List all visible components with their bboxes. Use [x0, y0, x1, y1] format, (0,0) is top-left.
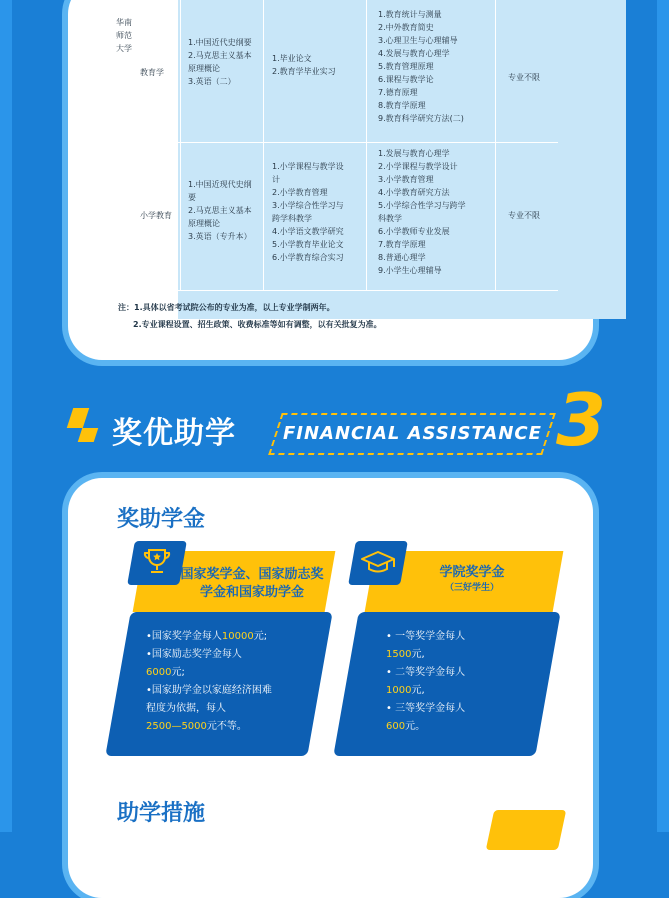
public-courses-cell — [188, 178, 252, 243]
aid-icon-decoration — [486, 810, 567, 850]
core-course-line: 6.小学教师专业发展 — [378, 227, 450, 236]
requirement-cell: 专业不限 — [508, 211, 540, 220]
right-stripe — [657, 0, 669, 832]
core-course-line: 9.教育科学研究方法(二) — [378, 114, 464, 123]
core-course-line: 科教学 — [378, 214, 402, 223]
public-course-line: 原理概论 — [188, 219, 220, 228]
panel-title-line: 国家奖学金、国家励志奖 — [180, 567, 324, 582]
panel-subtitle: （三好学生） — [444, 583, 499, 593]
note-line: 2.专业课程设置、招生政策、收费标准等如有调整，以有关批复为准。 — [133, 320, 382, 329]
practice-cell — [272, 52, 336, 78]
list-text: • 二等奖学金每人 — [386, 667, 466, 678]
left-stripe — [0, 0, 12, 832]
core-courses-cell — [378, 147, 466, 277]
university-cell: 华南 师范 大学 — [116, 18, 132, 53]
list-text: 元; — [171, 667, 185, 678]
title-slash-icon — [78, 428, 99, 442]
list-item — [146, 628, 286, 646]
section-number: 3 — [556, 378, 607, 462]
amount-value: 1000 — [386, 685, 412, 696]
table-note — [118, 299, 382, 333]
amount-value: 2500—5000 — [146, 721, 207, 732]
major-cell: 小学教育 — [140, 211, 172, 220]
list-item — [386, 628, 526, 646]
public-course-line: 原理概论 — [188, 64, 220, 73]
amount-value: 6000 — [146, 667, 172, 678]
section-title: 奖优助学 — [112, 416, 236, 451]
list-item — [386, 646, 526, 664]
core-course-line: 2.中外教育简史 — [378, 23, 434, 32]
table-divider — [110, 290, 558, 291]
core-course-line: 4.小学教育研究方法 — [378, 188, 450, 197]
list-text: • 一等奖学金每人 — [386, 631, 466, 642]
scholarship-heading: 奖助学金 — [117, 507, 206, 532]
note-line: 注：1.具体以省考试院公布的专业为准，以上专业学制两年。 — [118, 303, 335, 312]
list-text: 元不等。 — [206, 721, 247, 732]
public-course-line: 3.英语（专升本） — [188, 232, 252, 241]
table-divider — [135, 142, 558, 143]
title-slash-icon — [67, 408, 89, 428]
core-course-line: 5.小学综合性学习与跨学 — [378, 201, 466, 210]
core-course-line: 1.教育统计与测量 — [378, 10, 442, 19]
core-course-line: 7.教育学原理 — [378, 240, 426, 249]
panel-title-line: 学院奖学金 — [439, 565, 505, 580]
national-list — [146, 628, 286, 736]
practice-line: 计 — [272, 175, 280, 184]
practice-cell — [272, 160, 344, 264]
amount-value: 600 — [386, 721, 406, 732]
table-divider — [366, 0, 367, 290]
practice-line: 3.小学综合性学习与 — [272, 201, 344, 210]
college-icon-box — [348, 541, 408, 585]
list-item — [146, 664, 286, 682]
public-course-line: 1.中国近代史纲要 — [188, 38, 252, 47]
core-course-line: 5.教育管理原理 — [378, 62, 434, 71]
list-item — [386, 664, 526, 682]
aid-heading: 助学措施 — [117, 801, 206, 826]
list-text: 元; — [253, 631, 268, 642]
public-course-line: 2.马克思主义基本 — [188, 206, 252, 215]
graduation-cap-icon — [352, 541, 404, 585]
list-item — [386, 700, 526, 718]
panel-title-line: 学金和国家助学金 — [199, 585, 304, 600]
core-course-line: 9.小学生心理辅导 — [378, 266, 442, 275]
public-courses-cell — [188, 36, 252, 88]
list-item — [146, 700, 286, 718]
practice-line: 2.教育学毕业实习 — [272, 67, 336, 76]
practice-line: 跨学科教学 — [272, 214, 312, 223]
amount-value: 10000 — [221, 631, 254, 642]
list-item — [146, 718, 286, 736]
list-text: 元。 — [405, 721, 426, 732]
core-course-line: 1.发展与教育心理学 — [378, 149, 450, 158]
practice-line: 2.小学教育管理 — [272, 188, 328, 197]
national-panel-title — [172, 566, 332, 602]
table-divider — [263, 0, 264, 290]
list-text: 元, — [411, 685, 425, 696]
core-course-line: 8.教育学原理 — [378, 101, 426, 110]
list-text: 程度为依据，每人 — [146, 703, 226, 714]
list-text: •国家奖学金每人 — [146, 631, 222, 642]
major-cell: 教育学 — [140, 68, 164, 77]
amount-value: 1500 — [386, 649, 412, 660]
core-course-line: 6.课程与教学论 — [378, 75, 434, 84]
section-english-title: FINANCIAL ASSISTANCE — [283, 423, 542, 444]
table-divider — [180, 0, 181, 290]
college-list — [386, 628, 526, 736]
practice-line: 6.小学教育综合实习 — [272, 253, 344, 262]
practice-line: 4.小学语文教学研究 — [272, 227, 344, 236]
public-course-line: 3.英语（二） — [188, 77, 236, 86]
list-item — [386, 682, 526, 700]
list-text: •国家助学金以家庭经济困难 — [146, 685, 272, 696]
core-course-line: 8.普通心理学 — [378, 253, 426, 262]
public-course-line: 2.马克思主义基本 — [188, 51, 252, 60]
public-course-line: 1.中国近现代史纲 — [188, 180, 252, 189]
core-course-line: 7.德育原理 — [378, 88, 418, 97]
practice-line: 5.小学教育毕业论文 — [272, 240, 344, 249]
list-text: • 三等奖学金每人 — [386, 703, 466, 714]
list-text: 元, — [411, 649, 425, 660]
list-text: •国家励志奖学金每人 — [146, 649, 242, 660]
core-course-line: 4.发展与教育心理学 — [378, 49, 450, 58]
table-divider — [135, 0, 136, 290]
college-panel-title — [412, 564, 532, 594]
core-course-line: 3.心理卫生与心理辅导 — [378, 36, 458, 45]
core-course-line: 3.小学教育管理 — [378, 175, 434, 184]
list-item — [386, 718, 526, 736]
table-divider — [495, 0, 496, 290]
public-course-line: 要 — [188, 193, 196, 202]
core-courses-cell — [378, 8, 464, 125]
list-item — [146, 646, 286, 664]
list-item — [146, 682, 286, 700]
practice-line: 1.毕业论文 — [272, 54, 312, 63]
core-course-line: 2.小学课程与教学设计 — [378, 162, 458, 171]
practice-line: 1.小学课程与教学设 — [272, 162, 344, 171]
requirement-cell: 专业不限 — [508, 73, 540, 82]
